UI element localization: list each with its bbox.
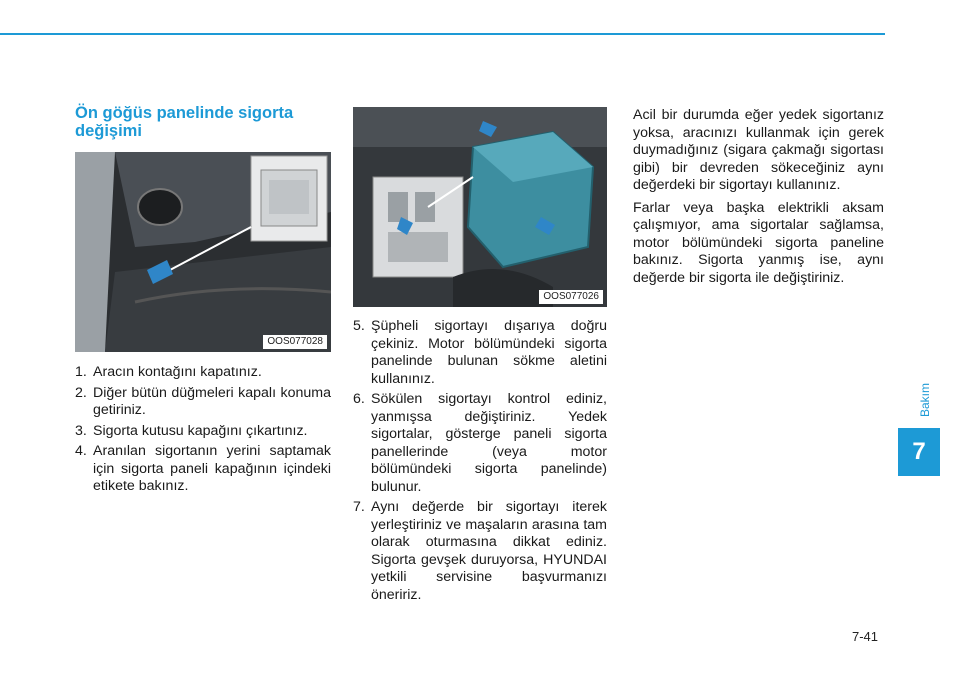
list-item bbox=[75, 364, 331, 382]
steps-list-left bbox=[75, 364, 331, 496]
figure-code-left: OOS077028 bbox=[263, 335, 327, 349]
step-text: Diğer bütün düğmeleri kapalı konuma getiriniz. bbox=[93, 384, 331, 418]
step-number: 4. bbox=[75, 443, 87, 459]
list-item bbox=[75, 443, 331, 496]
step-number: 7. bbox=[353, 499, 365, 515]
step-number: 5. bbox=[353, 318, 365, 334]
header-rule bbox=[0, 33, 885, 35]
dashboard-fuse-figure bbox=[75, 152, 331, 352]
step-text: Sigorta kutusu kapağını çıkartınız. bbox=[93, 422, 308, 439]
side-label: Bakım bbox=[918, 383, 932, 418]
step-number: 2. bbox=[75, 384, 87, 401]
list-item bbox=[353, 499, 607, 604]
dashboard-fuse-illustration bbox=[75, 152, 331, 352]
step-text: Şüpheli sigortayı dışarıya doğru çekiniz. Motor bölümündeki sigorta panelinde bulunan sökme aletini kullanınız. bbox=[371, 318, 607, 387]
paragraph: Farlar veya başka elektrikli aksam çalışmıyor, ama sigortalar sağlamsa, motor bölümündeki sigorta paneline bakınız. Sigorta yanmış ise, aynı değerde bir sigorta ile değiştiriniz. bbox=[633, 199, 884, 286]
steps-list-middle bbox=[353, 318, 607, 604]
step-text: Aynı değerde bir sigortayı iterek yerleştiriniz ve maşaların arasına tam olarak oturmasına dikkat ediniz. Sigorta gevşek duruyorsa, HYUNDAI yetkili servisine başvurmanızı öneririz. bbox=[371, 499, 607, 603]
step-text: Aranılan sigortanın yerini saptamak için sigorta paneli kapağının içindeki etikete bakınız. bbox=[93, 443, 331, 494]
list-item bbox=[75, 423, 331, 441]
engine-fuse-illustration bbox=[353, 107, 607, 307]
left-steps bbox=[75, 364, 331, 499]
chapter-tab: 7 bbox=[898, 428, 940, 476]
left-column bbox=[75, 104, 331, 140]
step-number: 1. bbox=[75, 364, 87, 380]
figure-code-middle: OOS077026 bbox=[539, 290, 603, 304]
step-text: Aracın kontağını kapatınız. bbox=[93, 364, 262, 380]
list-item bbox=[75, 385, 331, 420]
step-text: Sökülen sigortayı kontrol ediniz, yanmışsa değiştiriniz. Yedek sigortalar, gösterge paneli sigorta panellerinde (veya motor bölümündeki sigorta panelinde) bulunur. bbox=[371, 391, 607, 495]
paragraph: Acil bir durumda eğer yedek sigortanız yoksa, aracınızı kullanmak için gerek duymadığınız (sigara çakmağı sigortası gibi) bir devreden sökeceğiniz aynı değerdeki bir sigortayı kullanınız. bbox=[633, 107, 884, 193]
right-column bbox=[633, 107, 884, 292]
middle-steps bbox=[353, 318, 607, 607]
list-item bbox=[353, 391, 607, 496]
page-number: 7-41 bbox=[852, 629, 879, 644]
section-title: Ön göğüs panelinde sigorta değişimi bbox=[75, 104, 294, 140]
engine-fuse-figure bbox=[353, 107, 607, 307]
step-number: 3. bbox=[75, 422, 87, 439]
step-number: 6. bbox=[353, 391, 365, 407]
list-item bbox=[353, 318, 607, 388]
